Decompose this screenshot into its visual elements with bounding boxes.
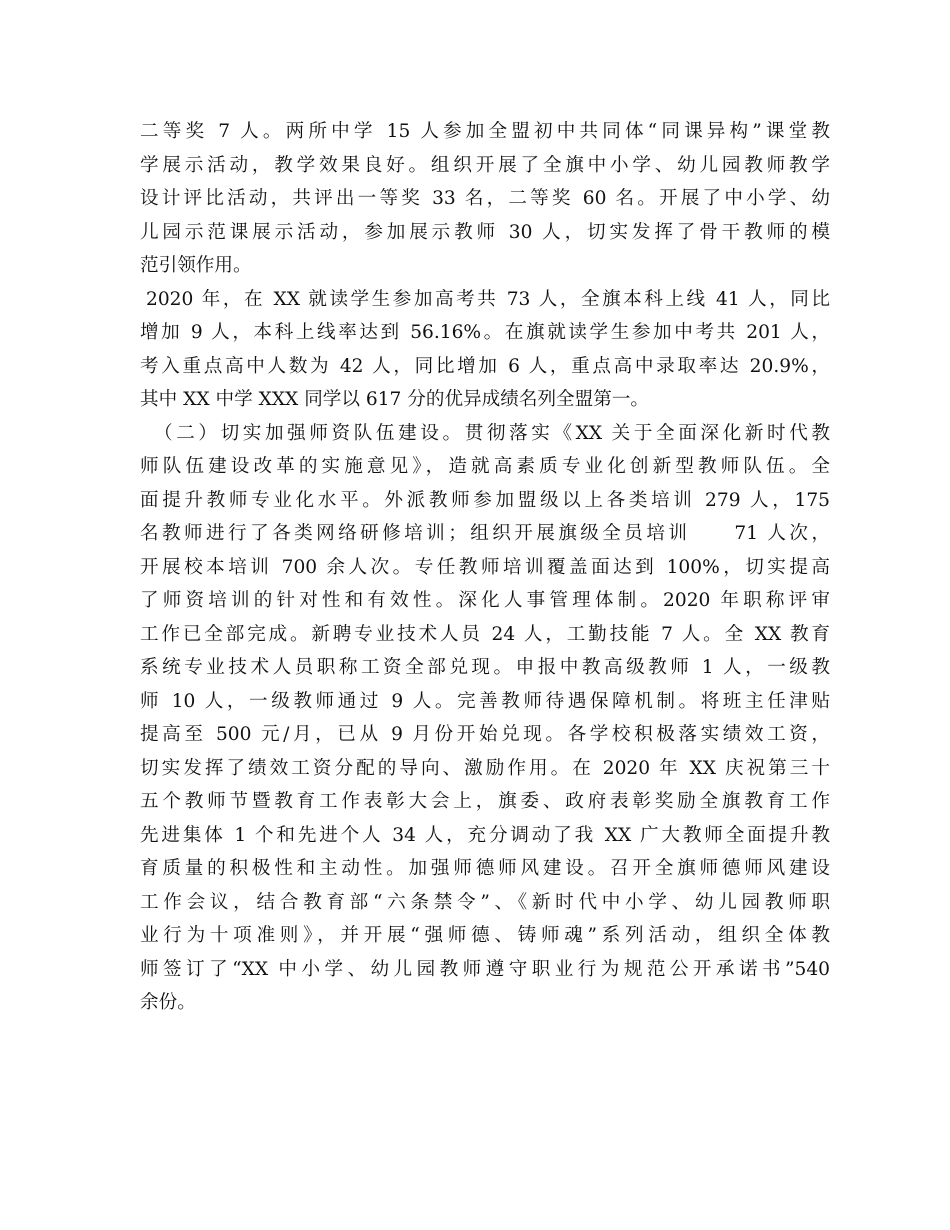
text-line: 先进集体 1 个和先进个人 34 人，充分调动了我 XX 广大教师全面提升教 [140,824,830,846]
text-line: 师队伍建设改革的实施意见》，造就高素质专业化创新型教师队伍。全 [140,456,830,477]
text-line: 五个教师节暨教育工作表彰大会上，旗委、政府表彰奖励全旗教育工作 [140,791,830,812]
paragraph-teacher-team [140,417,830,1020]
text-line: 系统专业技术人员职称工资全部兑现。申报中教高级教师 1 人，一级教 [140,657,830,678]
text-line: 提高至 500 元/月，已从 9 月份开始兑现。各学校积极落实绩效工资， [140,724,830,745]
text-line: 2020 年，在 XX 就读学生参加高考共 73 人，全旗本科上线 41 人，同比 [146,288,830,310]
text-line: 切实发挥了绩效工资分配的导向、激励作用。在 2020 年 XX 庆祝第三十 [140,757,830,779]
text-line: 师签订了“XX 中小学、幼儿园教师遵守职业行为规范公开承诺书”540 [140,958,830,980]
text-line: 开展校本培训 700 余人次。专任教师培训覆盖面达到 100%，切实提高 [140,556,830,578]
document-body [140,115,830,1020]
text-line: 学展示活动，教学效果良好。组织开展了全旗中小学、幼儿园教师教学 [140,154,830,176]
text-line: 面提升教师专业化水平。外派教师参加盟级以上各类培训 279 人，175 [140,489,830,511]
text-line: 二等奖 7 人。两所中学 15 人参加全盟初中共同体“同课异构”课堂教 [140,121,830,142]
text-line: 增加 9 人，本科上线率达到 56.16%。在旗就读学生参加中考共 201 人， [140,322,830,343]
text-line: 考入重点高中人数为 42 人，同比增加 6 人，重点高中录取率达 20.9%， [140,355,830,377]
text-line: 儿园示范课展示活动，参加展示教师 30 人，切实发挥了骨干教师的模 [140,221,830,243]
paragraph-exam-results [140,283,830,417]
text-line: 了师资培训的针对性和有效性。深化人事管理体制。2020 年职称评审 [140,590,830,611]
text-line: 名教师进行了各类网络研修培训；组织开展旗级全员培训 71 人次， [140,523,830,544]
text-line: 范引领作用。 [140,255,252,276]
paragraph-awards [140,115,830,283]
text-line: 工作会议，结合教育部“六条禁令”、《新时代中小学、幼儿园教师职 [140,891,830,913]
text-line: 工作已全部完成。新聘专业技术人员 24 人，工勤技能 7 人。全 XX 教育 [140,623,830,645]
text-line: 师 10 人，一级教师通过 9 人。完善教师待遇保障机制。将班主任津贴 [140,690,830,712]
text-line: 其中 XX 中学 XXX 同学以 617 分的优异成绩名列全盟第一。 [140,389,650,410]
text-line: 育质量的积极性和主动性。加强师德师风建设。召开全旗师德师风建设 [140,858,830,879]
text-line: 业行为十项准则》，并开展“强师德、铸师魂”系列活动，组织全体教 [140,925,830,946]
text-line: 设计评比活动，共评出一等奖 33 名，二等奖 60 名。开展了中小学、幼 [140,188,830,209]
text-line: （二）切实加强师资队伍建设。贯彻落实《XX 关于全面深化新时代教 [154,422,830,444]
text-line: 余份。 [140,992,196,1013]
